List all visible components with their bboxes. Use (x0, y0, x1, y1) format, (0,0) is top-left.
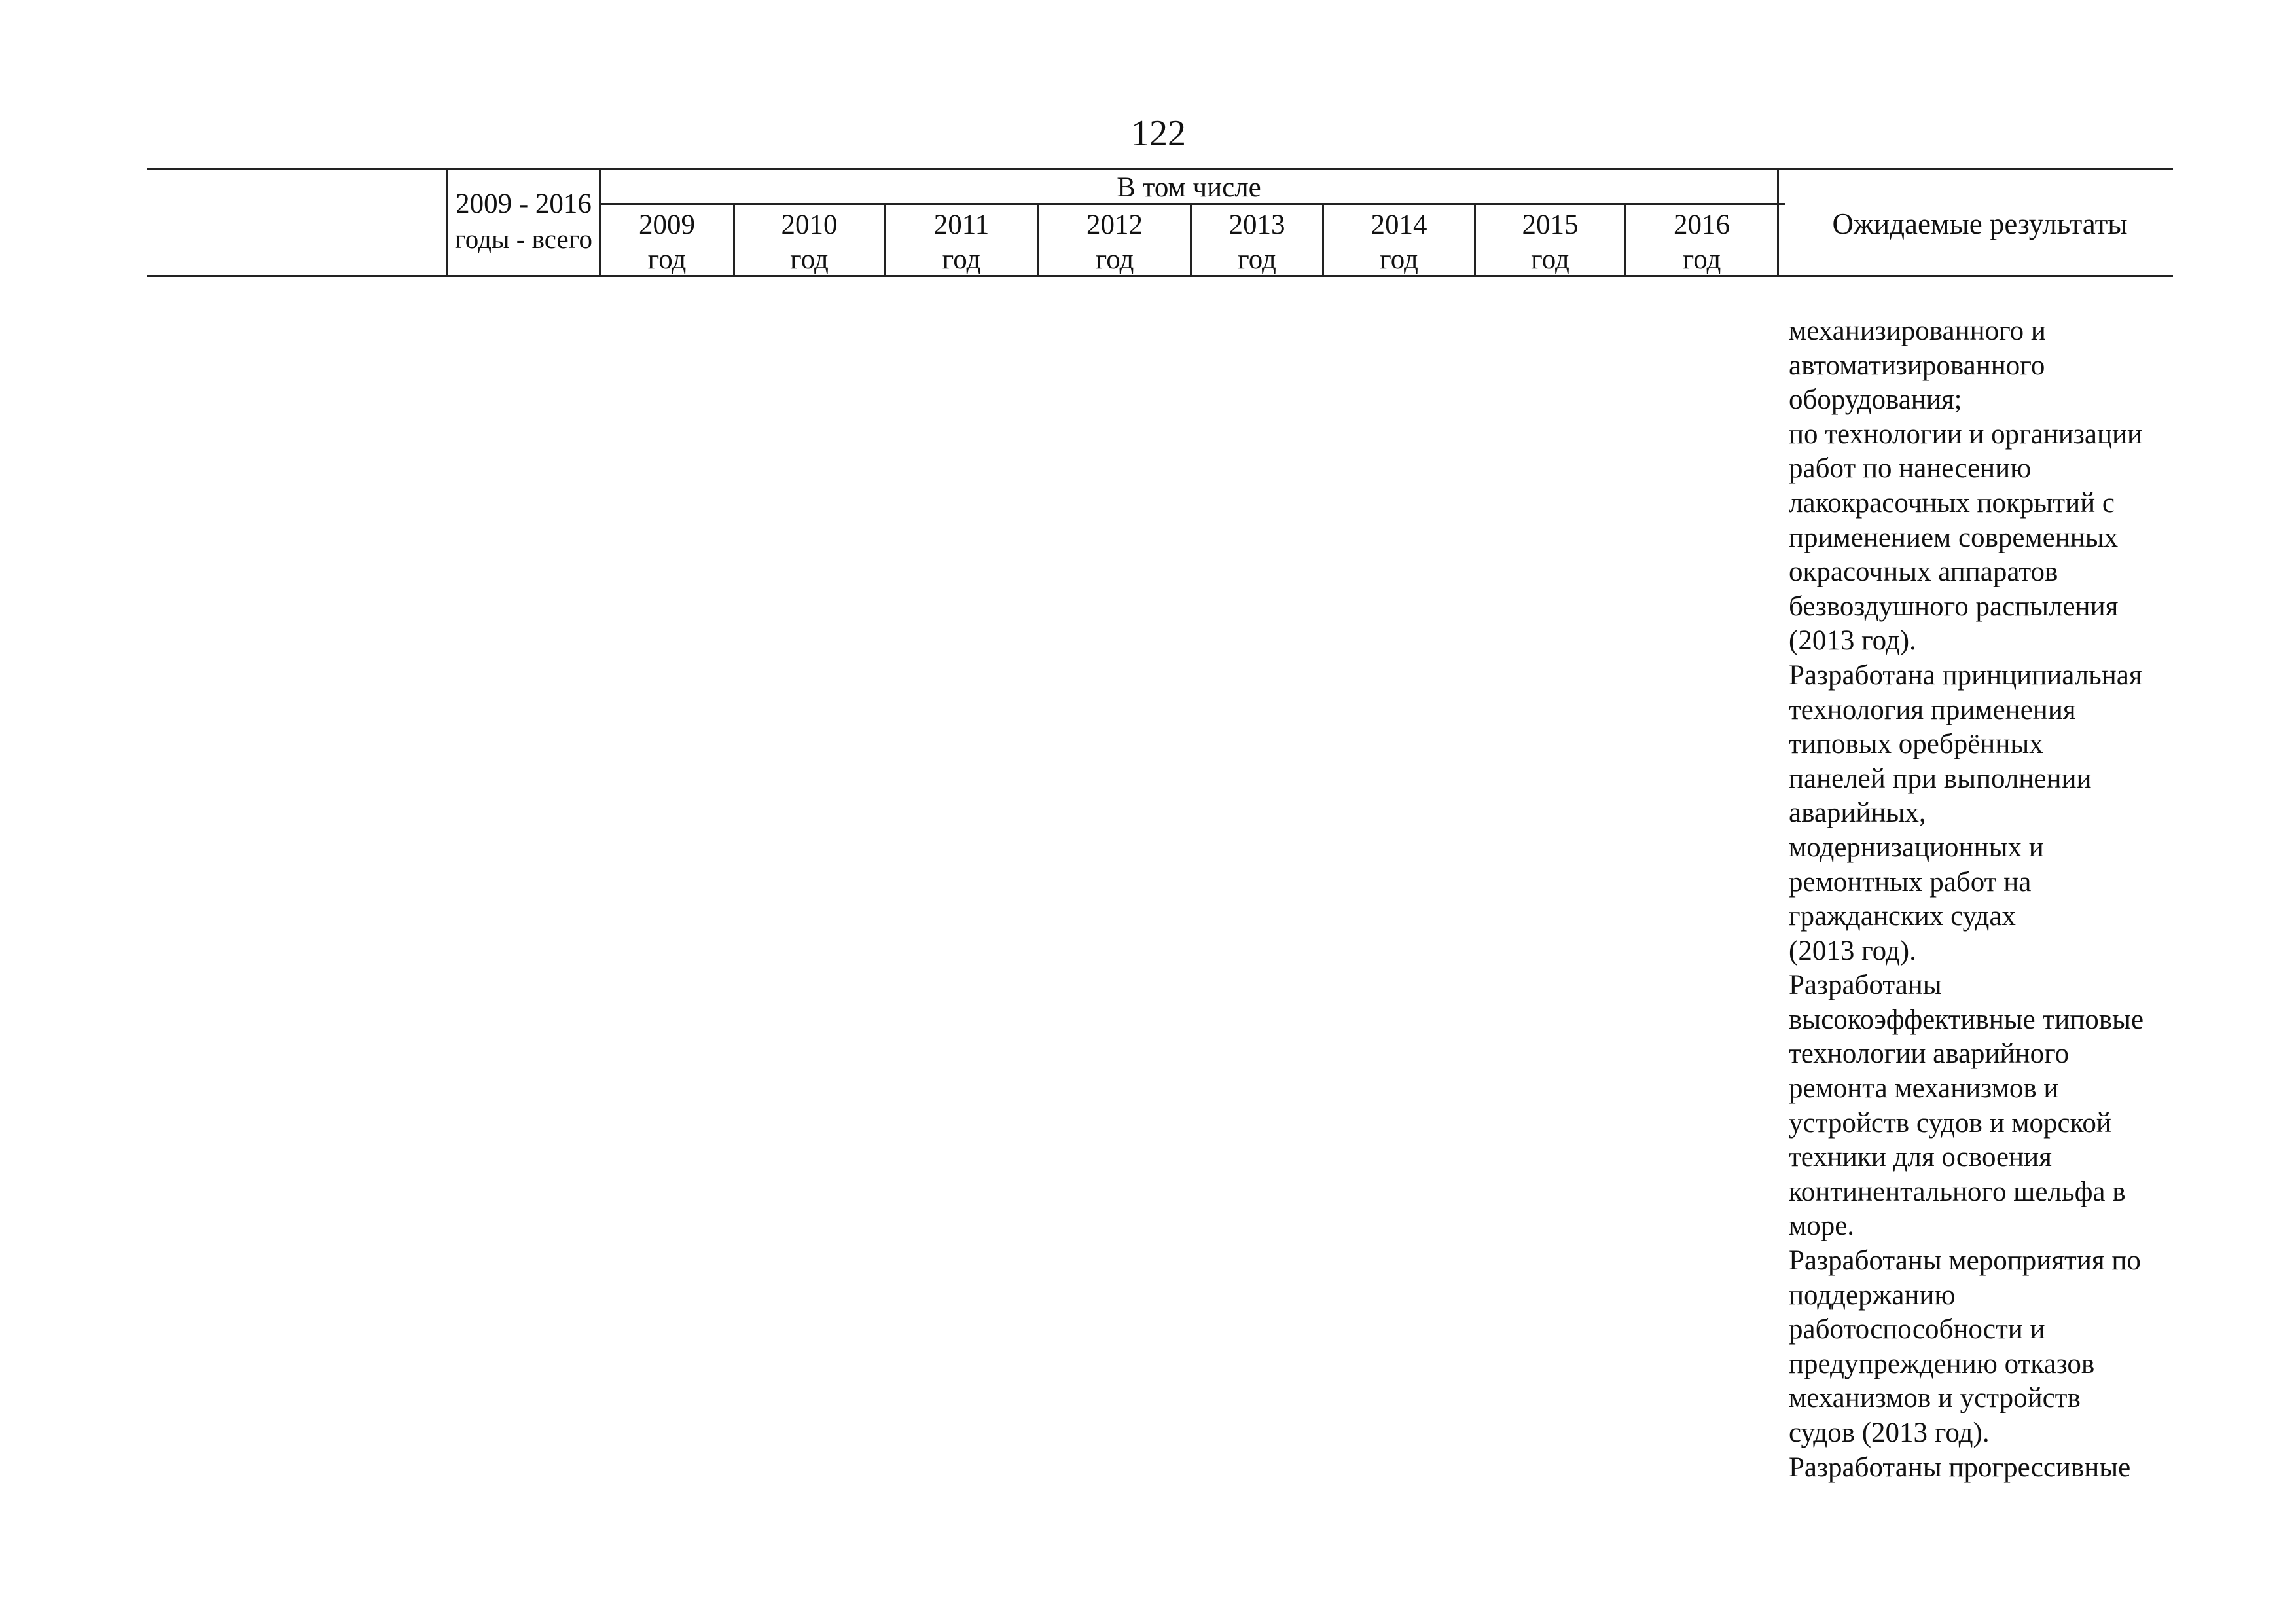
result-line: технологии аварийного (1789, 1038, 2070, 1070)
including-label: В том числе (1117, 172, 1261, 203)
result-line: высокоэффективные типовые (1789, 1004, 2144, 1035)
result-line: устройств судов и морской (1789, 1107, 2111, 1139)
year-2012-unit: год (1095, 244, 1134, 275)
year-2010-unit: год (790, 244, 829, 275)
result-line: модернизационных и (1789, 831, 2044, 863)
result-line: работ по нанесению (1789, 453, 2032, 484)
expected-results-text (1789, 314, 2247, 1485)
result-line: технология применения (1789, 694, 2076, 725)
result-line: континентального шельфа в (1789, 1176, 2126, 1207)
year-2016: 2016 (1674, 210, 1730, 240)
expected-results-header: Ожидаемые результаты (1832, 208, 2128, 240)
result-line: применением современных (1789, 522, 2119, 553)
result-line: (2013 год). (1789, 625, 1916, 657)
result-line: поддержанию (1789, 1279, 1956, 1311)
result-line: предупреждению отказов (1789, 1348, 2095, 1379)
result-line: ремонта механизмов и (1789, 1073, 2059, 1104)
year-2015: 2015 (1522, 210, 1579, 240)
result-line: механизмов и устройств (1789, 1383, 2081, 1414)
year-2009: 2009 (639, 210, 695, 240)
year-2012: 2012 (1086, 210, 1143, 240)
result-line: работоспособности и (1789, 1314, 2045, 1345)
year-2010: 2010 (781, 210, 838, 240)
result-line: механизированного и (1789, 316, 2046, 346)
year-2015-unit: год (1531, 244, 1570, 275)
col-divider-total-left (446, 169, 448, 276)
result-line: панелей при выполнении (1789, 763, 2092, 794)
header-top-rule (147, 168, 2173, 170)
year-2013: 2013 (1229, 210, 1285, 240)
result-line: по технологии и организации (1789, 418, 2142, 450)
including-underline (601, 203, 1785, 205)
year-2011: 2011 (933, 210, 990, 240)
year-2014: 2014 (1371, 210, 1427, 240)
year-2014-unit: год (1380, 244, 1418, 275)
total-all-label: годы - всего (455, 224, 592, 254)
col-divider-results (1777, 169, 1779, 276)
result-line: оборудования; (1789, 384, 1962, 416)
year-2011-unit: год (942, 244, 981, 275)
result-line: Разработаны мероприятия по (1789, 1245, 2141, 1277)
result-line: море. (1789, 1211, 1855, 1242)
result-line: аварийных, (1789, 797, 1926, 829)
year-2009-unit: год (647, 244, 687, 275)
result-line: окрасочных аппаратов (1789, 556, 2058, 588)
result-line: техники для освоения (1789, 1142, 2052, 1173)
result-line: автоматизированного (1789, 350, 2045, 381)
year-2016-unit: год (1682, 244, 1721, 275)
result-line: Разработана принципиальная (1789, 659, 2142, 691)
total-years-label: 2009 - 2016 (456, 189, 592, 219)
result-line: безвоздушного распыления (1789, 591, 2119, 622)
page-number: 122 (1131, 113, 1186, 154)
year-2013-unit: год (1238, 244, 1276, 275)
result-line: типовых оребрённых (1789, 729, 2043, 760)
result-line: ремонтных работ на (1789, 866, 2032, 898)
result-line: лакокрасочных покрытий с (1789, 487, 2115, 519)
result-line: Разработаны (1789, 970, 1942, 1001)
result-line: судов (2013 год). (1789, 1417, 1990, 1448)
header-bottom-rule (147, 275, 2173, 277)
result-line: (2013 год). (1789, 935, 1916, 966)
result-line: Разработаны прогрессивные (1789, 1451, 2131, 1483)
result-line: гражданских судах (1789, 901, 2016, 932)
